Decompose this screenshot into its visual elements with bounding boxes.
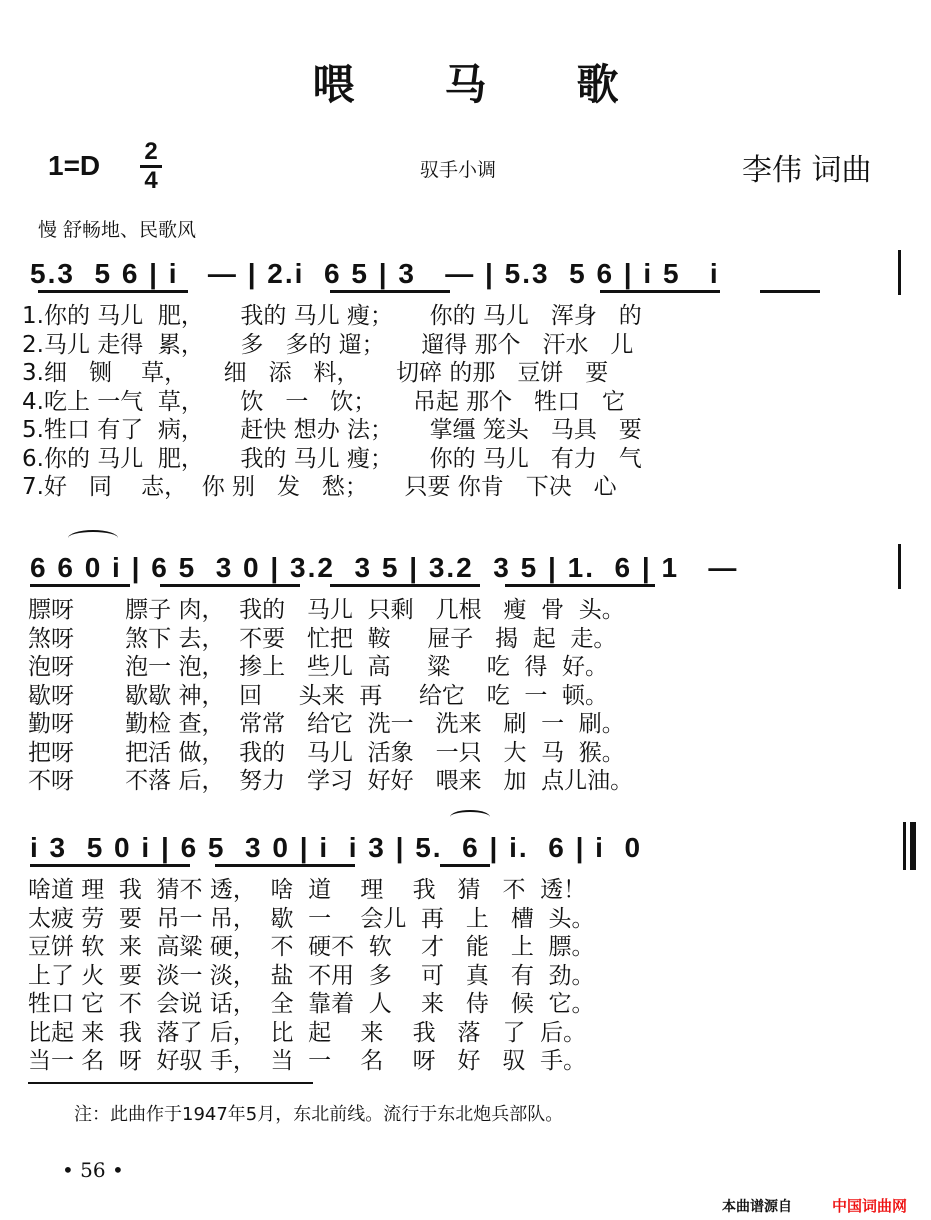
lyric-line: 5.牲口 有了 病， 赶快 想办 法； 掌缰 笼头 马具 要 (22, 417, 642, 443)
beam-line (505, 584, 655, 587)
lyric-line: 7.好 同 志， 你 别 发 愁； 只要 你肯 下决 心 (22, 474, 617, 500)
source-label: 本曲谱源自 (722, 1199, 792, 1215)
lyric-line: 2.马儿 走得 累， 多 多的 遛； 遛得 那个 汗水 儿 (22, 331, 634, 358)
time-signature (140, 140, 162, 193)
lyric-line: 啥道 理 我 猜不 透， 啥 道 理 我 猜 不 透！ (28, 877, 587, 903)
notation-row-3: i 3 5 0 i | 6 5 3 0 | i i 3 | 5. 6 | i. 6 | i 0 (30, 832, 643, 863)
notation-row-1: 5.3 5 6 | i — | 2.i 6 5 | 3 — | 5.3 5 6 | i 5 i (30, 258, 720, 289)
beam-line (600, 290, 720, 293)
source-site-link[interactable]: 中国词曲网 (832, 1197, 908, 1215)
time-signature-top: 2 (144, 138, 158, 165)
lyric-line: 4.吃上 一气 草， 饮 一 饮； 吊起 那个 牲口 它 (22, 388, 626, 415)
beam-line (160, 584, 300, 587)
beam-line (330, 584, 480, 587)
beam-line (30, 584, 130, 587)
end-barline (903, 822, 906, 870)
song-title: 喂马歌 (312, 60, 709, 109)
lyric-line: 当一 名 呀 好驭 手， 当 一 名 呀 好 驭 手。 (28, 1048, 587, 1074)
lyric-line: 豆饼 软 来 高粱 硬， 不 硬不 软 才 能 上 膘。 (28, 934, 595, 960)
beam-line (215, 864, 355, 867)
slur (450, 810, 490, 824)
lyric-line: 泡呀 泡一 泡， 掺上 些儿 高 粱 吃 得 好。 (28, 654, 609, 680)
lyric-line: 牲口 它 不 会说 话， 全 靠着 人 来 侍 候 它。 (28, 991, 595, 1017)
lyric-line: 煞呀 煞下 去， 不要 忙把 鞍 屉子 揭 起 走。 (28, 625, 617, 652)
lyric-line: 6.你的 马儿 肥， 我的 马儿 瘦； 你的 马儿 有力 气 (22, 445, 642, 472)
beam-line (330, 290, 450, 293)
song-style: 驭手小调 (420, 159, 497, 181)
time-signature-bottom: 4 (144, 167, 158, 194)
lyric-line: 歇呀 歇歇 神， 回 头来 再 给它 吃 一 顿。 (28, 682, 609, 709)
beam-line (30, 864, 190, 867)
lyric-line: 1.你的 马儿 肥， 我的 马儿 瘦； 你的 马儿 浑身 的 (22, 303, 642, 329)
slur (68, 530, 118, 546)
lyric-line: 不呀 不落 后， 努力 学习 好好 喂来 加 点儿油。 (28, 768, 634, 794)
lyric-line: 膘呀 膘子 肉， 我的 马儿 只剩 几根 瘦 骨 头。 (28, 597, 625, 623)
song-author: 李伟 词曲 (742, 153, 872, 188)
footnote-divider (28, 1082, 313, 1084)
key-signature: 1=D (48, 150, 101, 181)
lyrics-block-1 (22, 302, 642, 502)
lyric-line: 比起 来 我 落了 后， 比 起 来 我 落 了 后。 (28, 1019, 587, 1046)
lyric-line: 把呀 把活 做， 我的 马儿 活象 一只 大 马 猴。 (28, 739, 625, 766)
tempo-marking: 慢 舒畅地、民歌风 (38, 219, 197, 241)
lyrics-block-2 (28, 596, 633, 796)
lyric-line: 太疲 劳 要 吊一 吊， 歇 一 会儿 再 上 槽 头。 (28, 905, 595, 932)
page-number: • 56 • (62, 1158, 124, 1182)
barline (898, 250, 901, 295)
lyric-line: 3.细 铡 草， 细 添 料， 切碎 的那 豆饼 要 (22, 360, 609, 386)
end-barline-thick (910, 822, 916, 870)
beam-line (440, 864, 490, 867)
beam-line (760, 290, 820, 293)
barline (898, 544, 901, 589)
lyric-line: 勤呀 勤检 查， 常常 给它 洗一 洗来 刷 一 刷。 (28, 711, 625, 737)
lyrics-block-3 (28, 876, 594, 1076)
notation-row-2: 6 6 0 i | 6 5 3 0 | 3.2 3 5 | 3.2 3 5 | 1. 6 | 1 — (30, 552, 739, 583)
beam-line (38, 290, 188, 293)
lyric-line: 上了 火 要 淡一 淡， 盐 不用 多 可 真 有 劲。 (28, 962, 595, 989)
footnote: 注：此曲作于1947年5月，东北前线。流行于东北炮兵部队。 (74, 1104, 564, 1125)
